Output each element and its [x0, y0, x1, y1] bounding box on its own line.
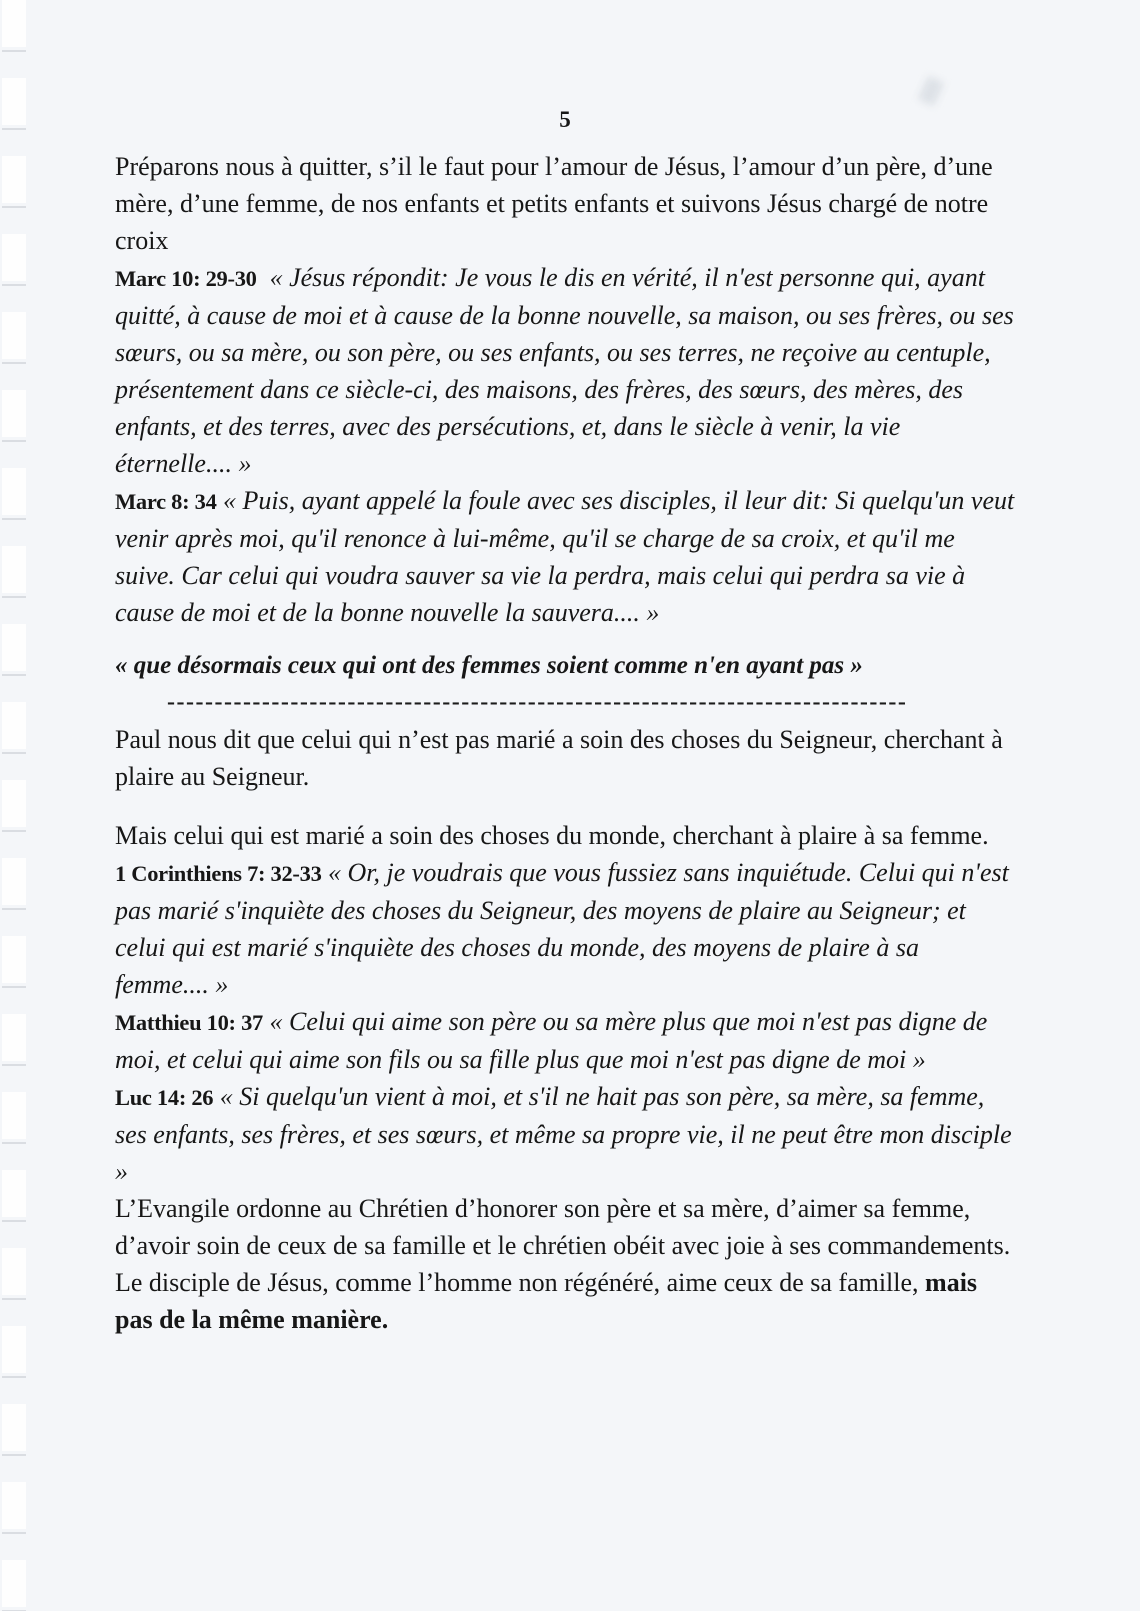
emphasized-quote: « que désormais ceux qui ont des femmes soient comme n'en ayant pas » [115, 652, 863, 679]
paragraph-paul: Paul nous dit que celui qui n’est pas marié a soin des choses du Seigneur, cherchant à plaire au Seigneur. [115, 725, 1003, 791]
paragraph-evangile: L’Evangile ordonne au Chrétien d’honorer son père et sa mère, d’aimer sa femme, d’avoir soin de ceux de sa famille et le chrétien obéit avec joie à ses commandements. [115, 1194, 1011, 1260]
verse-text-luc: « Si quelqu'un vient à moi, et s'il ne hait pas son père, sa mère, sa femme, ses enfants, ses frères, et ses sœurs, et même sa propre vie, il ne peut être mon disciple » [115, 1082, 1012, 1186]
verse-luc [115, 1078, 1015, 1190]
paragraph-mais: Mais celui qui est marié a soin des choses du monde, cherchant à plaire à sa femme. [115, 821, 989, 850]
binding-holes-strip [2, 0, 26, 1611]
verse-text-corinthiens: « Or, je voudrais que vous fussiez sans inquiétude. Celui qui n'est pas marié s'inquiète des choses du Seigneur, des moyens de plaire au Seigneur; et celui qui est marié s'inquiète des choses du monde, des moyens de plaire à sa femme.... » [115, 858, 1009, 999]
verse-marc-10 [115, 259, 1015, 482]
verse-ref-marc-8: Marc 8: 34 [115, 489, 217, 514]
verse-marc-8 [115, 482, 1015, 631]
verse-ref-matthieu: Matthieu 10: 37 [115, 1010, 263, 1035]
dashed-separator: ------------------------------------------------------------------------------ [167, 697, 908, 711]
verse-ref-marc-10: Marc 10: 29-30 [115, 266, 257, 291]
verse-text-marc-10: « Jésus répondit: Je vous le dis en vérité, il n'est personne qui, ayant quitté, à cause de moi et à cause de la bonne nouvelle, sa maison, ou ses frères, ou ses sœurs, ou sa mère, ou son père, ou ses enfants, ou ses terres, ne reçoive au centuple, présentement dans ce siècle-ci, des maisons, des frères, des sœurs, des mères, des enfants, et des terres, avec des persécutions, et, dans le siècle à venir, la vie éternelle.... » [115, 263, 1014, 478]
verse-ref-luc: Luc 14: 26 [115, 1085, 214, 1110]
verse-ref-corinthiens: 1 Corinthiens 7: 32-33 [115, 861, 322, 886]
paragraph-disciple [115, 1264, 1015, 1338]
paragraph-intro: Préparons nous à quitter, s’il le faut pour l’amour de Jésus, l’amour d’un père, d’une mère, d’une femme, de nos enfants et petits enfants et suivons Jésus chargé de notre croix [115, 152, 993, 255]
paragraph-disciple-bold: mais pas de la même manière. [115, 1268, 978, 1334]
verse-text-marc-8: « Puis, ayant appelé la foule avec ses disciples, il leur dit: Si quelqu'un veut venir après moi, qu'il renonce à lui-même, qu'il se charge de sa croix, et qu'il me suive. Car celui qui voudra sauver sa vie la perdra, mais celui qui perdra sa vie à cause de moi et de la bonne nouvelle la sauvera.... » [115, 486, 1015, 627]
text-column [115, 0, 1015, 1338]
verse-corinthiens [115, 854, 1015, 1003]
paragraph-disciple-normal: Le disciple de Jésus, comme l’homme non régénéré, aime ceux de sa famille, [115, 1268, 926, 1297]
page-number: 5 [559, 107, 571, 132]
verse-text-matthieu: « Celui qui aime son père ou sa mère plus que moi n'est pas digne de moi, et celui qui aime son fils ou sa fille plus que moi n'est pas digne de moi » [115, 1007, 988, 1074]
verse-matthieu [115, 1003, 1015, 1078]
